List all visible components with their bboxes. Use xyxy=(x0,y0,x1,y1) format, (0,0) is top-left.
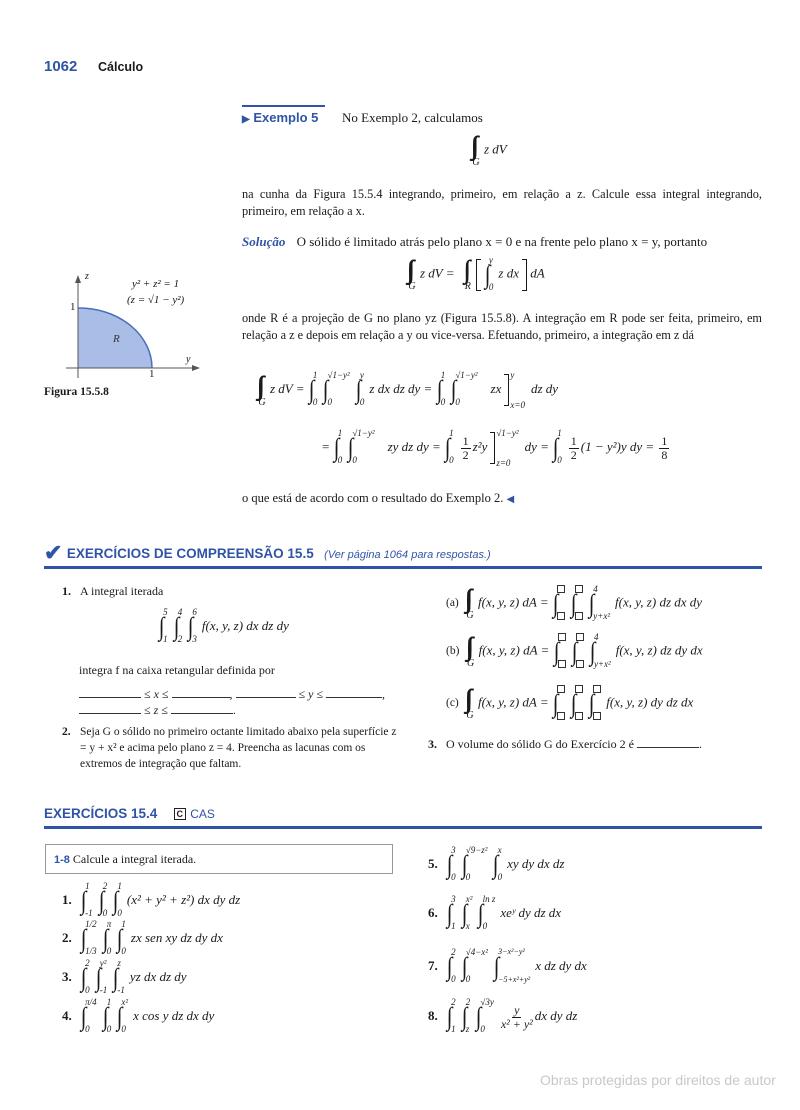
exercises-rule xyxy=(44,826,762,829)
lower-limit: 0 xyxy=(449,455,454,465)
inner-integrand: z dx xyxy=(498,265,520,281)
example-title: Exemplo 5 xyxy=(253,110,319,125)
triple-integral-symbol xyxy=(466,586,474,621)
dy: dy = xyxy=(524,438,549,454)
part-rhs: f(x, y, z) dy dz dx xyxy=(606,694,694,710)
lower-limit: 2 xyxy=(177,634,183,644)
solution-label: Solução xyxy=(242,234,286,249)
term1: z dx dz dy = xyxy=(369,380,433,396)
lower-limit: z=0 xyxy=(496,458,511,468)
term2: zx xyxy=(490,380,502,396)
triple-integral-symbol xyxy=(408,257,416,292)
integral-symbol: ∫ xyxy=(552,688,559,718)
end-triangle-icon: ◀ xyxy=(506,494,515,505)
denominator: 8 xyxy=(661,447,668,462)
upper-limit: 1 xyxy=(337,428,343,438)
limits xyxy=(593,631,611,669)
lower-limit: 0 xyxy=(337,455,343,465)
lower-limit: 0 xyxy=(497,872,503,882)
limits xyxy=(85,919,97,956)
lower-limit: 0 xyxy=(359,397,365,407)
numerator: 1 xyxy=(462,433,469,448)
integral-symbol: ∫ xyxy=(80,886,87,915)
limits xyxy=(455,370,478,407)
exercise-number: 4. xyxy=(62,1007,72,1023)
eval-bracket xyxy=(504,374,509,406)
upper-limit: 1/2 xyxy=(85,919,97,929)
blank-z-upper[interactable] xyxy=(171,703,233,714)
upper-limit: 3 xyxy=(451,845,456,855)
solution-eq2-line2 xyxy=(322,428,671,468)
part-b xyxy=(446,631,703,669)
solution-closing xyxy=(242,491,514,506)
upper-limit: 1 xyxy=(312,370,318,380)
item-number: 1. xyxy=(62,584,71,598)
upper-limit: π xyxy=(106,919,112,929)
lower-limit: -1 xyxy=(85,908,93,918)
integral-symbol: ∫ xyxy=(588,688,595,718)
ineq-z: ≤ z ≤ xyxy=(144,703,168,717)
lower-limit: 1/3 xyxy=(85,946,97,956)
integral-symbol: ∫ xyxy=(552,588,559,618)
integral-symbol: ∫ xyxy=(493,850,499,879)
region-g: G xyxy=(466,610,474,621)
instruction-range: 1-8 xyxy=(54,854,70,866)
integrand: x dz dy dx xyxy=(535,957,587,973)
upper-limit: π/4 xyxy=(85,997,97,1007)
exercise-6 xyxy=(428,894,562,931)
triple-integral-symbol xyxy=(466,686,474,721)
lower-limit: -1 xyxy=(117,985,125,995)
exercise-number: 1. xyxy=(62,891,72,907)
integral-symbol: ∫ xyxy=(552,433,559,462)
upper-limit: 1 xyxy=(121,919,126,929)
lower-limit: 1 xyxy=(163,634,168,644)
integral-symbol: ∫ xyxy=(80,924,87,953)
limits xyxy=(465,947,488,984)
exercises-header xyxy=(44,805,215,823)
lower-limit: 0 xyxy=(102,908,108,918)
denominator: x² + y² xyxy=(500,1016,533,1031)
limits xyxy=(593,583,611,621)
blank-y-upper[interactable] xyxy=(326,687,382,698)
upper-limit: 2 xyxy=(465,997,471,1007)
upper-limit: y xyxy=(488,254,493,265)
fraction-half xyxy=(569,435,579,461)
integral-symbol: ∫ xyxy=(461,1002,468,1031)
lower-limit: 1 xyxy=(451,921,456,931)
integral-symbol: ∫ xyxy=(484,259,491,289)
closing-text: o que está de acordo com o resultado do Exemplo 2. xyxy=(242,491,504,505)
lower-limit: 0 xyxy=(451,872,456,882)
lower-limit: 0 xyxy=(106,946,112,956)
integral-symbol: ∫ xyxy=(112,963,119,992)
denominator: 2 xyxy=(462,447,469,462)
item-number: 3. xyxy=(428,737,437,751)
circle-equation: y² + z² = 1 xyxy=(132,278,180,290)
upper-limit: x xyxy=(497,845,502,855)
lower-limit: 0 xyxy=(465,872,471,882)
lower-limit: 0 xyxy=(488,281,494,292)
lower-limit: 0 xyxy=(106,1024,112,1034)
integrand: f(x, y, z) dx dz dy xyxy=(201,617,289,633)
left-bracket xyxy=(476,259,481,291)
integral-symbol: ∫ xyxy=(98,886,105,915)
upper-limit: z xyxy=(117,958,121,968)
lower-limit: −5+x²+y² xyxy=(498,975,531,984)
example-rule xyxy=(242,105,325,107)
axis-z-label: z xyxy=(85,271,89,282)
region-g: G xyxy=(466,710,474,721)
region-g: G xyxy=(258,396,266,408)
limits xyxy=(480,997,494,1034)
copyright-watermark: Obras protegidas por direitos de autor xyxy=(540,1072,776,1088)
part-lhs: f(x, y, z) dA = xyxy=(478,594,549,610)
upper-limit: 1 xyxy=(106,997,112,1007)
ineq-y: ≤ y ≤ xyxy=(298,687,323,701)
integral-symbol: ∫ xyxy=(436,375,442,404)
lower-limit: 0 xyxy=(121,946,126,956)
numerator: y xyxy=(514,1002,520,1017)
blank-box[interactable] xyxy=(593,712,601,720)
checkmark-icon: ✔ xyxy=(44,540,63,565)
exercise-2 xyxy=(62,919,223,956)
upper-limit: √4−x² xyxy=(465,947,488,957)
integrand: xy dy dx dz xyxy=(507,855,565,871)
region-label: G xyxy=(472,157,480,168)
exercise-number: 6. xyxy=(428,904,438,920)
upper-limit: y xyxy=(510,370,515,380)
integral-symbol: ∫ xyxy=(112,886,119,915)
upper-limit: 3 xyxy=(451,894,456,904)
lower-limit: 1 xyxy=(451,1024,456,1034)
part-rhs: f(x, y, z) dz dx dy xyxy=(615,594,703,610)
integral-symbol: ∫ xyxy=(461,899,468,928)
blank-x-lower[interactable] xyxy=(79,687,141,698)
exercise-1 xyxy=(62,881,241,918)
part-label: (a) xyxy=(446,597,459,610)
lower-limit: 3 xyxy=(192,634,197,644)
integral-symbol: ∫ xyxy=(308,375,315,404)
item-text: A integral iterada xyxy=(80,584,164,598)
right-bracket xyxy=(522,259,527,291)
example-label xyxy=(242,110,318,125)
lower-limit: z xyxy=(465,1024,470,1034)
upper-limit: √9−z² xyxy=(465,845,488,855)
blank-volume[interactable] xyxy=(637,737,699,748)
integral-symbol: ∫ xyxy=(323,375,329,404)
integral-symbol: ∫ xyxy=(570,688,577,718)
integral-symbol: ∫ xyxy=(102,924,109,953)
limits xyxy=(352,428,375,465)
item-text: O volume do sólido G do Exercício 2 é xyxy=(446,737,634,751)
numerator: 1 xyxy=(570,433,577,448)
exercise-3 xyxy=(62,958,187,995)
upper-limit: 4 xyxy=(593,583,598,594)
integral-symbol: ∫ xyxy=(187,612,194,641)
integral-symbol: ∫ xyxy=(102,1002,109,1031)
lower-limit: 0 xyxy=(455,397,460,407)
integral-symbol: ∫ xyxy=(446,1002,453,1031)
upper-limit: 2 xyxy=(451,947,456,957)
upper-limit: x² xyxy=(121,997,129,1007)
upper-limit: 3−x²−y² xyxy=(498,947,525,956)
exercise-7 xyxy=(428,947,587,984)
region-r: R xyxy=(464,281,471,292)
cas-label: CAS xyxy=(190,807,215,821)
eval-limits xyxy=(496,428,518,468)
limits xyxy=(327,370,350,407)
upper-limit: 1 xyxy=(449,428,454,438)
part-a xyxy=(446,583,703,621)
lower-limit: 0 xyxy=(121,1024,126,1034)
blank-x-upper[interactable] xyxy=(172,687,230,698)
solution-intro: O sólido é limitado atrás pelo plano x = 0 e na frente pelo plano x = y, portanto xyxy=(296,234,708,249)
lower-limit: 0 xyxy=(482,921,488,931)
axis-y-label: y xyxy=(186,354,191,365)
upper-limit: 1 xyxy=(85,881,90,891)
check-item-1 xyxy=(62,584,163,599)
integral-symbol: ∫ xyxy=(173,612,180,641)
integral-symbol: ∫ xyxy=(553,636,559,666)
result-fraction xyxy=(659,435,669,461)
example-text: na cunha da Figura 15.5.4 integrando, primeiro, em relação a z. Calcule essa integral integrando, primeiro, em relação a x. xyxy=(242,187,762,218)
eq1-tail: dA xyxy=(530,265,545,281)
integrand: dx dy dz xyxy=(534,1007,578,1023)
lower-limit: -1 xyxy=(99,985,108,995)
limits xyxy=(498,947,531,984)
integral-symbol: ∫ xyxy=(116,1002,123,1031)
upper-limit: 1 xyxy=(440,370,446,380)
check-exercises-note: (Ver página 1064 para respostas.) xyxy=(324,549,491,561)
triple-integral-symbol xyxy=(472,133,480,168)
integral-symbol: ∫ xyxy=(475,1002,482,1031)
upper-limit: 1 xyxy=(117,881,122,891)
figure-caption: Figura 15.5.8 xyxy=(44,386,109,398)
blank-box[interactable] xyxy=(593,685,601,693)
blank-y-lower[interactable] xyxy=(236,687,296,698)
part-lhs: f(x, y, z) dA = xyxy=(478,642,550,658)
integrand: z dV xyxy=(484,141,507,157)
item-text: Seja G o sólido no primeiro octante limitado abaixo pela superfície z = y + x² e acima pelo plano z = 4. Preencha as lacunas com os extremos de integração que faltam. xyxy=(80,726,397,770)
part-lhs: f(x, y, z) dA = xyxy=(478,694,549,710)
upper-limit: 2 xyxy=(451,997,456,1007)
exercise-4 xyxy=(62,997,215,1034)
z-axis-arrow-icon xyxy=(75,275,81,283)
integral-symbol: ∫ xyxy=(446,952,453,981)
box-bounds-line2: ≤ z ≤ . xyxy=(79,703,236,718)
lower-limit: 0 xyxy=(440,397,446,407)
eq2-lhs: z dV = xyxy=(270,380,305,396)
integral-symbol: ∫ xyxy=(444,433,451,462)
upper-limit: √1−y² xyxy=(496,428,519,438)
lower-limit: 0 xyxy=(557,455,562,465)
eq1-lhs: z dV = xyxy=(420,265,455,281)
exercise-number: 7. xyxy=(428,957,438,973)
lower-limit: x=0 xyxy=(510,400,525,410)
integral-symbol: ∫ xyxy=(461,850,468,879)
fraction xyxy=(501,1004,533,1030)
integral-symbol: ∫ xyxy=(570,588,577,618)
check-item-1-integral xyxy=(158,607,289,644)
integral-symbol: ∫ xyxy=(450,375,457,404)
upper-limit: 4 xyxy=(593,631,599,642)
upper-limit: 5 xyxy=(163,607,168,617)
exercise-8 xyxy=(428,997,578,1034)
solution-eq1 xyxy=(408,254,545,292)
item-number: 2. xyxy=(62,726,71,738)
integral-symbol: ∫ xyxy=(80,963,87,992)
integral-symbol: ∫ xyxy=(571,636,578,666)
integral-symbol: ∫ xyxy=(589,636,596,666)
triple-integral-symbol xyxy=(258,373,266,408)
part-c xyxy=(446,686,693,721)
upper-limit: √1−y² xyxy=(327,370,350,380)
limits xyxy=(465,845,488,882)
instruction-box xyxy=(45,844,393,874)
eval-bracket xyxy=(490,432,495,464)
upper-limit: √1−y² xyxy=(455,370,478,380)
exercise-5 xyxy=(428,845,565,882)
solution-paragraph: onde R é a projeção de G no plano yz (Figura 15.5.8). A integração em R pode ser feita, primeiro, em relação a z e depois em relação a y ou vice-versa. Efetuando, primeiro, a integração em z dá xyxy=(242,311,762,342)
integrand: yz dx dz dy xyxy=(129,968,187,984)
upper-limit: 2 xyxy=(102,881,108,891)
integral-symbol: ∫ xyxy=(333,433,340,462)
upper-limit: √1−y² xyxy=(352,428,375,438)
limits xyxy=(85,997,97,1034)
integrand: xeʸ dy dz dx xyxy=(500,904,562,920)
ineq-x: ≤ x ≤ xyxy=(144,687,169,701)
lower-limit: 0 xyxy=(327,397,333,407)
lower-limit: y+x² xyxy=(593,658,611,669)
integral-symbol: ∫ xyxy=(493,952,500,981)
book-title: Cálculo xyxy=(98,60,144,74)
upper-limit: 4 xyxy=(177,607,183,617)
region-g: G xyxy=(408,281,416,292)
lower-limit: 0 xyxy=(117,908,122,918)
eval-limits xyxy=(510,370,525,410)
integral-symbol: ∫ xyxy=(461,952,468,981)
tick-z-1: 1 xyxy=(70,301,76,313)
integral-symbol: ∫ xyxy=(446,850,453,879)
numerator: 1 xyxy=(661,433,668,448)
integral-symbol: ∫ xyxy=(478,899,484,928)
upper-limit: 6 xyxy=(192,607,197,617)
page-number: 1062 xyxy=(44,58,78,75)
exercise-number: 3. xyxy=(62,968,72,984)
integral-symbol: ∫ xyxy=(347,433,354,462)
exercise-number: 5. xyxy=(428,855,438,871)
box-bounds-line1: ≤ x ≤ , ≤ y ≤ , xyxy=(79,687,385,702)
term3: zy dz dy = xyxy=(387,438,441,454)
z-equation: (z = √1 − y²) xyxy=(127,294,185,306)
lower-limit: 0 xyxy=(352,455,357,465)
integral-symbol: ∫ xyxy=(446,899,453,928)
integral-symbol: ∫ xyxy=(116,924,123,953)
integrand: (x² + y² + z²) dx dy dz xyxy=(126,891,241,907)
integral-symbol: ∫ xyxy=(80,1002,87,1031)
y-axis-arrow-icon xyxy=(192,365,200,371)
region-label-r: R xyxy=(113,333,120,345)
triangle-right-icon: ▶ xyxy=(242,114,250,125)
integral-symbol: ∫ xyxy=(158,612,165,641)
integrand: zx sen xy dz dy dx xyxy=(130,929,223,945)
limits xyxy=(117,958,125,995)
exercise-number: 2. xyxy=(62,929,72,945)
part-rhs: f(x, y, z) dz dy dx xyxy=(615,642,703,658)
lower-limit: 0 xyxy=(465,974,471,984)
term5: (1 − y²)y dy = xyxy=(580,438,655,454)
check-exercises-header xyxy=(44,540,491,566)
check-item-2 xyxy=(62,724,397,772)
denominator: 2 xyxy=(570,447,577,462)
upper-limit: 1 xyxy=(557,428,562,438)
lower-limit: 0 xyxy=(85,985,90,995)
part-label: (c) xyxy=(446,697,459,710)
lower-limit: y+x² xyxy=(593,610,611,621)
tick-y-1: 1 xyxy=(149,368,155,380)
upper-limit: y² xyxy=(99,958,107,968)
lower-limit: 0 xyxy=(85,1024,90,1034)
instruction-text: Calcule a integral iterada. xyxy=(72,852,197,866)
integral-symbol: ∫ xyxy=(588,588,595,618)
upper-limit: √3y xyxy=(480,997,494,1007)
exercise-number: 8. xyxy=(428,1007,438,1023)
solution-eq2-line1 xyxy=(258,370,558,410)
equals: = xyxy=(322,438,330,454)
upper-limit: x² xyxy=(465,894,473,904)
limits xyxy=(593,687,601,721)
lower-limit: x xyxy=(465,921,470,931)
integrand: x cos y dz dx dy xyxy=(133,1007,215,1023)
check-exercises-title: EXERCÍCIOS DE COMPREENSÃO 15.5 xyxy=(66,546,314,561)
lower-limit: 0 xyxy=(480,1024,485,1034)
integral-symbol: ∫ xyxy=(355,375,362,404)
example-integral xyxy=(472,133,507,168)
fraction-half xyxy=(461,435,471,461)
part-label: (b) xyxy=(446,645,460,658)
term4: z²y xyxy=(472,438,488,454)
check-item-3: 3. O volume do sólido G do Exercício 2 é . xyxy=(428,737,702,751)
integral-symbol: ∫ xyxy=(95,963,102,992)
example-intro: No Exemplo 2, calculamos xyxy=(342,110,483,125)
cas-icon: C xyxy=(174,808,186,820)
blank-z-lower[interactable] xyxy=(79,703,141,714)
lower-limit: 0 xyxy=(312,397,318,407)
exercises-title: EXERCÍCIOS 15.4 xyxy=(44,806,158,821)
triple-integral-symbol xyxy=(467,634,475,669)
lower-limit: 0 xyxy=(451,974,456,984)
limits xyxy=(482,894,496,931)
upper-limit: 2 xyxy=(85,958,90,968)
check-exercises-rule xyxy=(44,566,762,569)
tail1: dz dy xyxy=(530,380,559,396)
check-item-1-after: integra f na caixa retangular definida por xyxy=(79,663,275,677)
upper-limit: y xyxy=(359,370,364,380)
double-integral-symbol xyxy=(464,257,472,292)
solution-header xyxy=(242,234,707,250)
region-g: G xyxy=(467,658,475,669)
upper-limit: ln z xyxy=(482,894,496,904)
